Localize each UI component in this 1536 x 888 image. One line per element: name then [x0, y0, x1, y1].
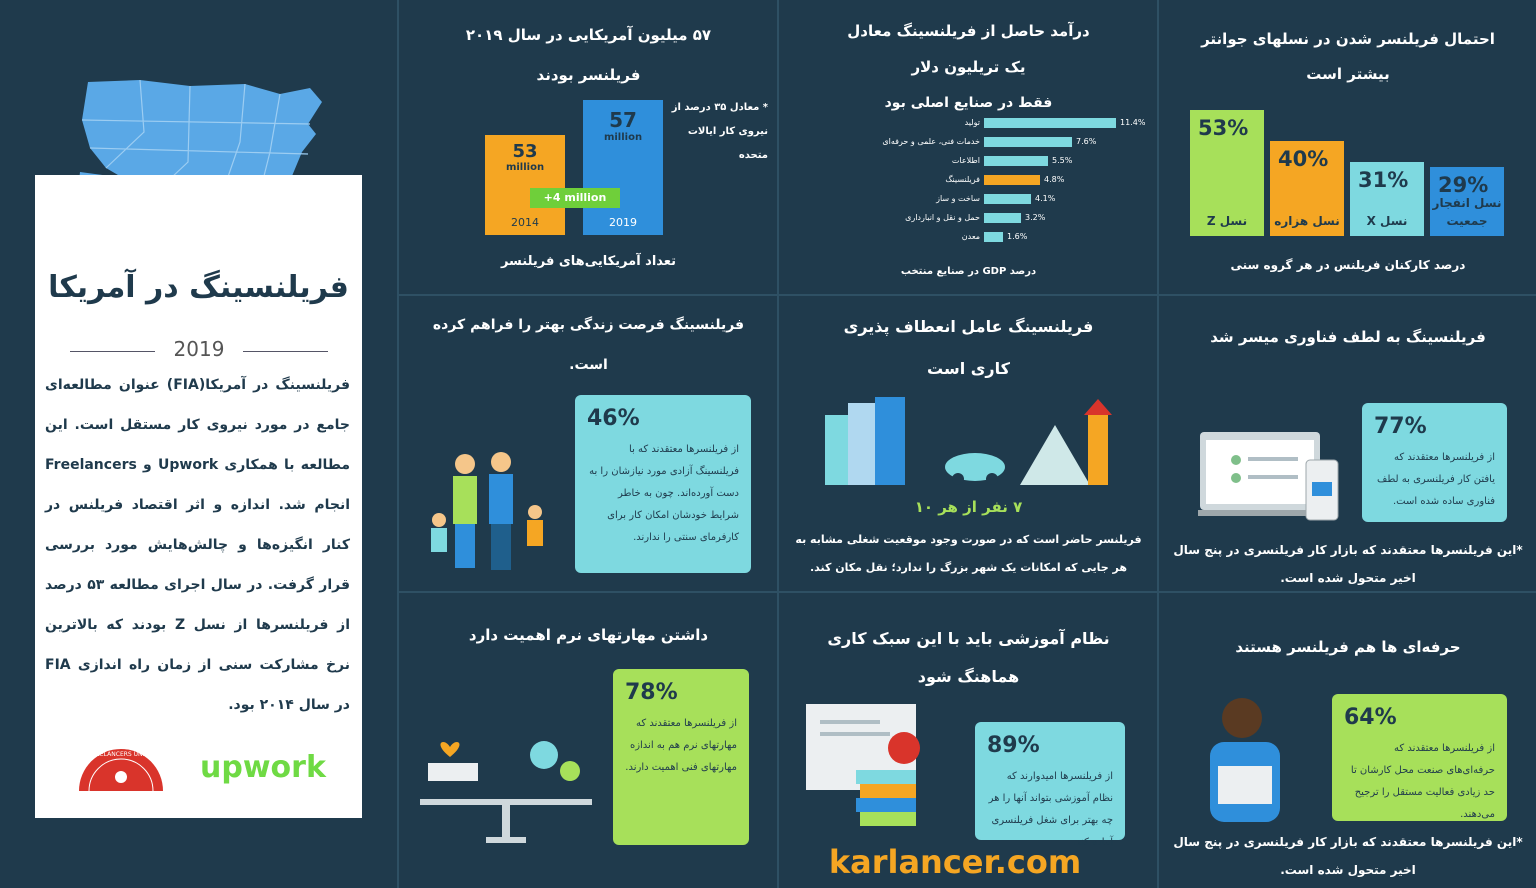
gdp-row-label: حمل و نقل و انبارداری [905, 213, 980, 222]
life-title: فریلنسینگ فرصت زندگی بهتر را فراهم کرده [432, 317, 745, 333]
gdp-bar-value: 4.8% [1044, 175, 1065, 184]
logo-text: FREELANCERS UNION [88, 751, 154, 758]
bar-year: 2019 [609, 216, 637, 229]
gdp-bar [984, 213, 1021, 223]
million-caption: تعداد آمریکایی‌های فریلنسر [500, 254, 677, 269]
bar-2019 [583, 100, 663, 235]
flex-title-2: کاری است [927, 359, 1010, 378]
edu-title-2: هماهنگ شود [917, 667, 1020, 686]
gen-bar-label: نسل Z [1206, 214, 1248, 228]
gen-caption: درصد کارکنان فریلنس در هر گروه سنی [1230, 258, 1466, 272]
professional-icon [1202, 694, 1288, 824]
gdp-title-3: فقط در صنایع اصلی بود [884, 95, 1053, 111]
gen-bar-label: نسل انفجار جمعیت [1432, 196, 1502, 228]
gen-bar-value: 40% [1278, 147, 1329, 171]
gen-bar [1190, 110, 1264, 236]
pro-title: حرفه‌ای ها هم فریلنسر هستند [1235, 638, 1461, 656]
divider [397, 0, 399, 888]
scale-icon [420, 735, 592, 845]
gen-bar-value: 31% [1358, 168, 1409, 192]
pro-note: *این فریلنسرها معتقدند که بازار کار فریلنسری در پنج سال اخیر متحول شده است. [1173, 835, 1523, 877]
gdp-bar [984, 194, 1031, 204]
gdp-row-label: فریلنسینگ [945, 175, 980, 184]
flex-text: فریلنسر حاضر است که در صورت وجود موقعیت شغلی مشابه به هر جایی که امکانات یک شهر بزرگ را ندارد؛ نقل مکان کند. [795, 533, 1142, 574]
bar-2014 [485, 135, 565, 235]
gen-bar [1270, 141, 1344, 236]
bar-year: 2014 [511, 216, 539, 229]
million-note: * معادل ۳۵ درصد از نیروی کار ایالات متحده [671, 102, 768, 161]
edu-text: از فریلنسرها امیدوارند که نظام آموزشی بتواند آنها را هر چه بهتر برای شغل فریلنسری آماده کند. [988, 771, 1113, 848]
intro-text: فریلنسینگ در آمریکا(FIA) عنوان مطالعه‌ای جامع در مورد نیروی کار مستقل است. این مطالعه با همکاری Upwork و Freelancers انجام شد. اندازه و اثر اقتصاد فریلنس در کنار انگیزه‌ها و چالش‌هایش مورد بررسی قرار گرفت. در سال اجرای مطالعه ۵۳ درصد از فریلنسرها از نسل Z بودند که بالاترین نرخ مشارکت سنی از زمان راه اندازی FIA در سال ۲۰۱۴ بود. [45, 377, 351, 713]
books-board-icon [800, 700, 970, 840]
gdp-caption: درصد GDP در صنایع منتخب [900, 266, 1037, 277]
gen-bar-label: نسل X [1366, 214, 1408, 228]
gen-bar [1430, 167, 1504, 236]
soft-card [613, 669, 749, 845]
gen-bar [1350, 162, 1424, 236]
year: 2019 [173, 337, 225, 361]
pro-pct: 64% [1344, 705, 1397, 730]
tech-title: فریلنسینگ به لطف فناوری میسر شد [1210, 328, 1486, 346]
pro-text: از فریلنسرها معتقدند که حرفه‌ای‌های صنعت محل کارشان تا حد زیادی فعالیت مستقل را ترجیح می‌دهند. [1350, 743, 1495, 820]
city-to-country-icon [820, 395, 1115, 490]
gen-bar-label: نسل هزاره [1274, 214, 1340, 228]
intro-panel [35, 175, 362, 818]
freelancers-union-logo [75, 747, 167, 793]
bar-unit: million [505, 162, 545, 173]
edu-card [975, 722, 1125, 848]
divider [397, 294, 1536, 296]
tech-card [1362, 403, 1507, 522]
bar-value: 57 [609, 108, 637, 132]
gdp-bar-value: 5.5% [1052, 156, 1073, 165]
gdp-bar-value: 3.2% [1025, 213, 1046, 222]
gdp-bar [984, 175, 1040, 185]
gdp-bar [984, 156, 1048, 166]
million-title-2: فریلنسر بودند [536, 66, 641, 84]
gdp-bar [984, 118, 1116, 128]
soft-text: از فریلنسرها معتقدند که مهارتهای نرم هم به اندازه مهارتهای فنی اهمیت دارند. [625, 718, 737, 773]
year-divider [70, 337, 328, 367]
gdp-bar-value: 7.6% [1076, 137, 1097, 146]
gdp-bar [984, 232, 1003, 242]
laptop-phone-icon [1198, 430, 1340, 522]
gdp-bar-value: 11.4% [1120, 118, 1146, 127]
tech-text: از فریلنسرها معتقدند که یافتن کار فریلنسری به لطف فناوری ساده شده است. [1376, 452, 1495, 507]
flex-stat: ۷ نفر از هر ۱۰ [914, 498, 1023, 516]
divider [777, 0, 779, 888]
life-card [575, 395, 751, 573]
tech-pct: 77% [1374, 414, 1427, 439]
soft-title: داشتن مهارتهای نرم اهمیت دارد [468, 626, 709, 644]
gdp-bar-value: 1.6% [1007, 232, 1028, 241]
soft-pct: 78% [625, 680, 678, 705]
gen-bar-value: 53% [1198, 116, 1249, 140]
gdp-row-label: معدن [961, 232, 980, 241]
gen-title-2: بیشتر است [1306, 65, 1390, 83]
edu-title: نظام آموزشی باید با این سبک کاری [827, 629, 1110, 648]
brand-watermark: karlancer.com [828, 843, 1082, 881]
flex-title: فریلنسینگ عامل انعطاف پذیری [843, 317, 1094, 336]
million-title: ۵۷ میلیون آمریکایی در سال ۲۰۱۹ [465, 26, 712, 44]
edu-pct: 89% [987, 733, 1040, 758]
life-title-2: است. [569, 357, 608, 373]
gdp-row-label: اطلاعات [951, 156, 980, 165]
gdp-bar-value: 4.1% [1035, 194, 1056, 203]
gdp-row-label: ساخت و ساز [936, 194, 980, 203]
gen-bar-value: 29% [1438, 173, 1489, 197]
bar-unit: million [603, 132, 643, 143]
growth-arrow: +4 million [530, 188, 620, 208]
gen-title: احتمال فریلنسر شدن در نسلهای جوانتر [1201, 30, 1495, 48]
gdp-row-label: تولید [964, 118, 980, 127]
bar-value: 53 [512, 141, 538, 162]
gen-chart [1190, 110, 1506, 236]
life-text: از فریلنسرها معتقدند که با فریلنسینگ آزادی مورد نیازشان را به دست آورده‌اند. چون به خاطر شرایط خودشان امکان کار برای کارفرمای سنتی را ندارند. [589, 444, 739, 543]
pro-card [1332, 694, 1507, 821]
upwork-logo: upwork [200, 750, 326, 785]
tech-note: *این فریلنسرها معتقدند که بازار کار فریلنسری در پنج سال اخیر متحول شده است. [1173, 543, 1523, 585]
gdp-chart [860, 118, 1160, 252]
gdp-bar [984, 137, 1072, 147]
family-icon [425, 450, 555, 575]
gdp-title: درآمد حاصل از فریلنسینگ معادل [847, 22, 1090, 40]
page-title: فریلنسینگ در آمریکا [48, 270, 349, 305]
gdp-row-label: خدمات فنی، علمی و حرفه‌ای [882, 137, 980, 146]
life-pct: 46% [587, 406, 640, 431]
gdp-title-2: یک تریلیون دلار [911, 58, 1026, 76]
